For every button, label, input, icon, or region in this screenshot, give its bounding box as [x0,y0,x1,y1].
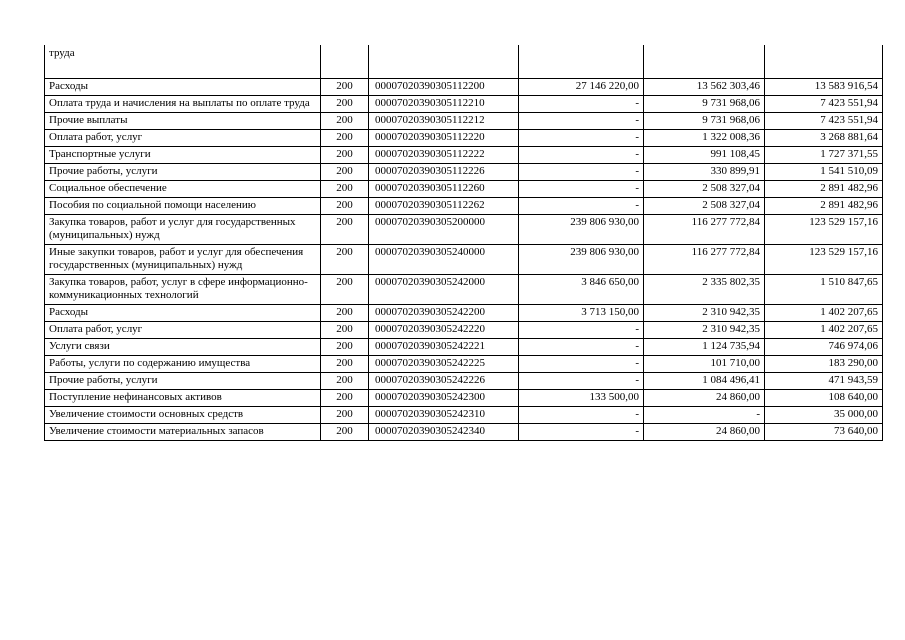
row-kbk: 00007020390305112260 [369,181,519,198]
row-executed: 116 277 772,84 [644,245,765,275]
table-row [45,373,883,390]
row-approved: - [519,373,644,390]
table-row [45,181,883,198]
row-code: 200 [321,424,369,441]
row-unexecuted: 7 423 551,94 [765,96,883,113]
table-row [45,407,883,424]
row-executed: 116 277 772,84 [644,215,765,245]
table-row [45,96,883,113]
row-code: 200 [321,198,369,215]
row-executed: 24 860,00 [644,390,765,407]
row-unexecuted: 123 529 157,16 [765,245,883,275]
table-row [45,45,883,79]
row-executed: 24 860,00 [644,424,765,441]
row-approved: 133 500,00 [519,390,644,407]
row-unexecuted: 1 402 207,65 [765,322,883,339]
row-approved: - [519,181,644,198]
row-executed: 2 335 802,35 [644,275,765,305]
table-row [45,356,883,373]
row-kbk: 00007020390305112220 [369,130,519,147]
row-kbk: 00007020390305112210 [369,96,519,113]
table-row [45,275,883,305]
row-approved: 239 806 930,00 [519,245,644,275]
row-name: Прочие выплаты [45,113,321,130]
row-unexecuted: 73 640,00 [765,424,883,441]
row-code: 200 [321,275,369,305]
row-code: 200 [321,164,369,181]
row-kbk: 00007020390305242300 [369,390,519,407]
row-executed: 1 322 008,36 [644,130,765,147]
row-name: Увеличение стоимости основных средств [45,407,321,424]
row-kbk: 00007020390305242221 [369,339,519,356]
row-kbk: 00007020390305242340 [369,424,519,441]
row-name: Закупка товаров, работ и услуг для государственных (муниципальных) нужд [45,215,321,245]
row-name: Социальное обеспечение [45,181,321,198]
table-row [45,322,883,339]
row-kbk: 00007020390305112212 [369,113,519,130]
row-executed: - [644,407,765,424]
row-unexecuted: 7 423 551,94 [765,113,883,130]
row-unexecuted: 1 510 847,65 [765,275,883,305]
row-approved: 3 846 650,00 [519,275,644,305]
row-code: 200 [321,147,369,164]
row-code: 200 [321,305,369,322]
row-unexecuted: 35 000,00 [765,407,883,424]
row-kbk: 00007020390305112200 [369,79,519,96]
row-unexecuted: 123 529 157,16 [765,215,883,245]
row-name: Иные закупки товаров, работ и услуг для обеспечения государственных (муниципальных) нужд [45,245,321,275]
table-row [45,130,883,147]
row-code: 200 [321,339,369,356]
row-approved: - [519,424,644,441]
row-unexecuted: 3 268 881,64 [765,130,883,147]
row-approved: - [519,407,644,424]
row-name: Прочие работы, услуги [45,164,321,181]
row-name: Оплата работ, услуг [45,322,321,339]
row-kbk: 00007020390305200000 [369,215,519,245]
row-name: Поступление нефинансовых активов [45,390,321,407]
row-executed: 9 731 968,06 [644,113,765,130]
row-name: Услуги связи [45,339,321,356]
row-kbk: 00007020390305112262 [369,198,519,215]
table-row [45,164,883,181]
row-approved: - [519,164,644,181]
row-name: Оплата работ, услуг [45,130,321,147]
row-code: 200 [321,113,369,130]
row-executed: 9 731 968,06 [644,96,765,113]
row-unexecuted: 13 583 916,54 [765,79,883,96]
row-unexecuted [765,45,883,79]
row-unexecuted: 471 943,59 [765,373,883,390]
row-name: труда [45,45,321,79]
row-code: 200 [321,390,369,407]
table-row [45,215,883,245]
row-executed: 2 508 327,04 [644,181,765,198]
row-unexecuted: 183 290,00 [765,356,883,373]
row-name: Расходы [45,305,321,322]
row-executed: 13 562 303,46 [644,79,765,96]
row-approved: 27 146 220,00 [519,79,644,96]
row-approved: 239 806 930,00 [519,215,644,245]
row-code: 200 [321,322,369,339]
row-kbk: 00007020390305112226 [369,164,519,181]
table-row [45,113,883,130]
row-kbk: 00007020390305240000 [369,245,519,275]
row-executed [644,45,765,79]
row-unexecuted: 108 640,00 [765,390,883,407]
row-unexecuted: 1 727 371,55 [765,147,883,164]
row-approved: - [519,113,644,130]
row-kbk: 00007020390305242000 [369,275,519,305]
table-row [45,245,883,275]
row-unexecuted: 1 402 207,65 [765,305,883,322]
row-unexecuted: 2 891 482,96 [765,181,883,198]
row-approved: 3 713 150,00 [519,305,644,322]
row-unexecuted: 1 541 510,09 [765,164,883,181]
document-page [44,45,882,441]
row-code: 200 [321,96,369,113]
row-name: Пособия по социальной помощи населению [45,198,321,215]
row-approved: - [519,356,644,373]
row-code [321,45,369,79]
row-code: 200 [321,130,369,147]
table-row [45,147,883,164]
table-row [45,198,883,215]
row-approved: - [519,198,644,215]
row-unexecuted: 746 974,06 [765,339,883,356]
table-row [45,390,883,407]
row-code: 200 [321,356,369,373]
row-code: 200 [321,245,369,275]
table-body [45,45,883,441]
row-kbk: 00007020390305242200 [369,305,519,322]
row-code: 200 [321,407,369,424]
row-name: Работы, услуги по содержанию имущества [45,356,321,373]
row-code: 200 [321,181,369,198]
row-executed: 330 899,91 [644,164,765,181]
row-name: Закупка товаров, работ, услуг в сфере информационно-коммуникационных технологий [45,275,321,305]
table-row [45,79,883,96]
row-executed: 101 710,00 [644,356,765,373]
row-name: Увеличение стоимости материальных запасов [45,424,321,441]
row-code: 200 [321,373,369,390]
table-row [45,424,883,441]
table-row [45,305,883,322]
row-executed: 2 310 942,35 [644,322,765,339]
row-executed: 1 124 735,94 [644,339,765,356]
row-approved: - [519,322,644,339]
row-kbk: 00007020390305242226 [369,373,519,390]
row-approved: - [519,339,644,356]
row-executed: 991 108,45 [644,147,765,164]
row-code: 200 [321,79,369,96]
row-executed: 1 084 496,41 [644,373,765,390]
row-executed: 2 508 327,04 [644,198,765,215]
row-approved: - [519,96,644,113]
row-approved: - [519,130,644,147]
row-approved: - [519,147,644,164]
row-kbk [369,45,519,79]
table-row [45,339,883,356]
row-name: Оплата труда и начисления на выплаты по оплате труда [45,96,321,113]
row-name: Транспортные услуги [45,147,321,164]
row-kbk: 00007020390305242220 [369,322,519,339]
budget-execution-table [44,45,883,441]
row-executed: 2 310 942,35 [644,305,765,322]
row-name: Расходы [45,79,321,96]
row-kbk: 00007020390305112222 [369,147,519,164]
row-name: Прочие работы, услуги [45,373,321,390]
row-unexecuted: 2 891 482,96 [765,198,883,215]
row-kbk: 00007020390305242225 [369,356,519,373]
row-code: 200 [321,215,369,245]
row-approved [519,45,644,79]
row-kbk: 00007020390305242310 [369,407,519,424]
